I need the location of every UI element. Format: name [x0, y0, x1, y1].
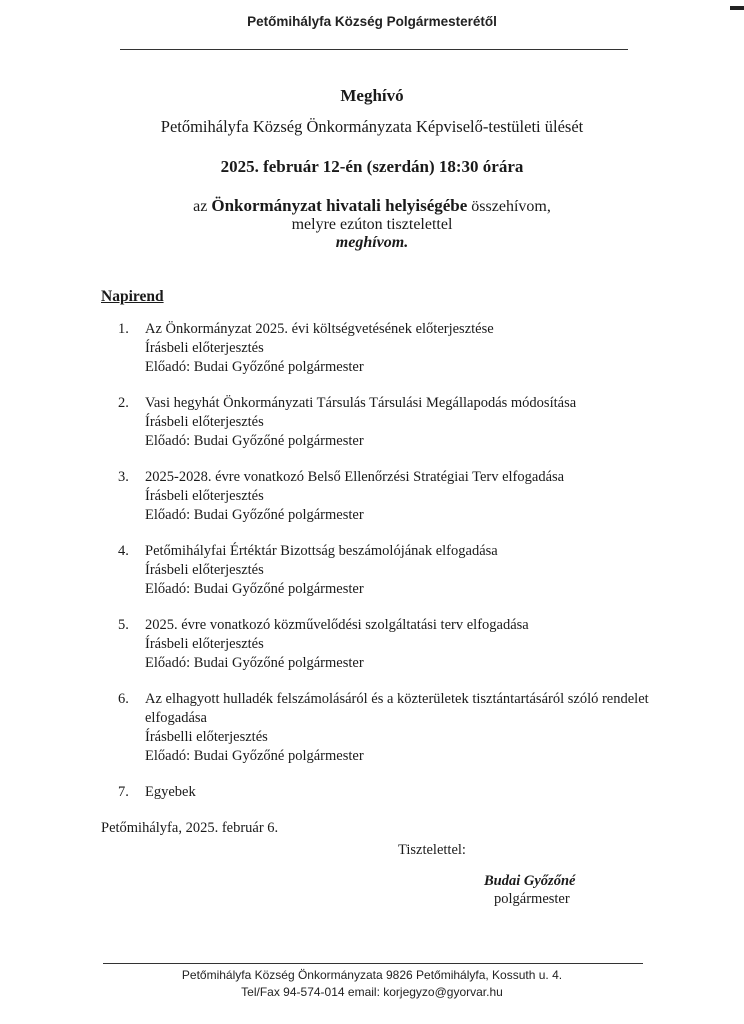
signer-title: polgármester — [494, 891, 570, 907]
agenda-item — [118, 783, 678, 802]
agenda-item-type: Írásbeli előterjesztés — [145, 488, 264, 504]
document-subtitle: Petőmihályfa Község Önkormányzata Képviselő-testületi ülését — [160, 117, 584, 136]
invitation-line-3: meghívom. — [335, 234, 409, 251]
agenda-item-number: 6. — [118, 691, 129, 707]
scan-mark — [730, 6, 744, 10]
letterhead-title: Petőmihályfa Község Polgármesterétől — [247, 14, 497, 29]
agenda-list — [118, 320, 678, 819]
meeting-datetime: 2025. február 12-én (szerdán) 18:30 órára — [220, 157, 524, 176]
agenda-item-presenter: Előadó: Budai Győzőné polgármester — [145, 507, 364, 523]
place-and-date: Petőmihályfa, 2025. február 6. — [101, 820, 279, 836]
header-divider — [120, 49, 628, 50]
agenda-item-type: Írásbelli előterjesztés — [145, 729, 268, 745]
meeting-location: Önkormányzat hivatali helyiségébe — [211, 196, 468, 215]
agenda-item-title: Vasi hegyhát Önkormányzati Társulás Társulási Megállapodás módosítása — [145, 395, 577, 411]
agenda-item-presenter: Előadó: Budai Győzőné polgármester — [145, 748, 364, 764]
invitation-line-1 — [0, 197, 744, 216]
agenda-item — [118, 542, 678, 599]
agenda-item-title: Egyebek — [145, 784, 196, 800]
agenda-item-number: 7. — [118, 784, 129, 800]
invitation-text — [0, 197, 744, 252]
agenda-item-presenter: Előadó: Budai Győzőné polgármester — [145, 433, 364, 449]
agenda-item-presenter: Előadó: Budai Győzőné polgármester — [145, 655, 364, 671]
signer-name: Budai Győzőné — [484, 873, 576, 889]
agenda-item — [118, 690, 678, 766]
agenda-item-presenter: Előadó: Budai Győzőné polgármester — [145, 359, 364, 375]
closing-regards: Tisztelettel: — [398, 842, 466, 858]
invitation-line-1-prefix: az — [193, 198, 208, 215]
document-title: Meghívó — [340, 86, 404, 105]
invitation-line-1-suffix: összehívom, — [471, 198, 551, 215]
agenda-item — [118, 616, 678, 673]
agenda-item-type: Írásbeli előterjesztés — [145, 636, 264, 652]
agenda-item-title: 2025-2028. évre vonatkozó Belső Ellenőrzési Stratégiai Terv elfogadása — [145, 469, 565, 485]
agenda-item-type: Írásbeli előterjesztés — [145, 562, 264, 578]
agenda-item-title: 2025. évre vonatkozó közművelődési szolgáltatási terv elfogadása — [145, 617, 529, 633]
footer-divider — [103, 963, 643, 964]
agenda-item-number: 2. — [118, 395, 129, 411]
agenda-item-number: 5. — [118, 617, 129, 633]
footer-contact: Tel/Fax 94-574-014 email: korjegyzo@gyorvar.hu — [241, 985, 503, 999]
agenda-item-number: 1. — [118, 321, 129, 337]
agenda-item-title: Petőmihályfai Értéktár Bizottság beszámolójának elfogadása — [145, 543, 498, 559]
footer — [0, 967, 744, 1001]
agenda-item — [118, 320, 678, 377]
footer-address: Petőmihályfa Község Önkormányzata 9826 Petőmihályfa, Kossuth u. 4. — [181, 968, 563, 982]
agenda-heading: Napirend — [101, 288, 164, 305]
agenda-item-title: Az Önkormányzat 2025. évi költségvetésének előterjesztése — [145, 321, 494, 337]
agenda-item-title: Az elhagyott hulladék felszámolásáról és a közterületek tisztántartásáról szóló rendelet elfogadása — [145, 691, 649, 726]
agenda-item-number: 3. — [118, 469, 129, 485]
agenda-item-number: 4. — [118, 543, 129, 559]
agenda-item-type: Írásbeli előterjesztés — [145, 340, 264, 356]
agenda-item — [118, 468, 678, 525]
agenda-item-presenter: Előadó: Budai Győzőné polgármester — [145, 581, 364, 597]
agenda-item — [118, 394, 678, 451]
invitation-line-2: melyre ezúton tisztelettel — [291, 216, 453, 233]
agenda-item-type: Írásbeli előterjesztés — [145, 414, 264, 430]
